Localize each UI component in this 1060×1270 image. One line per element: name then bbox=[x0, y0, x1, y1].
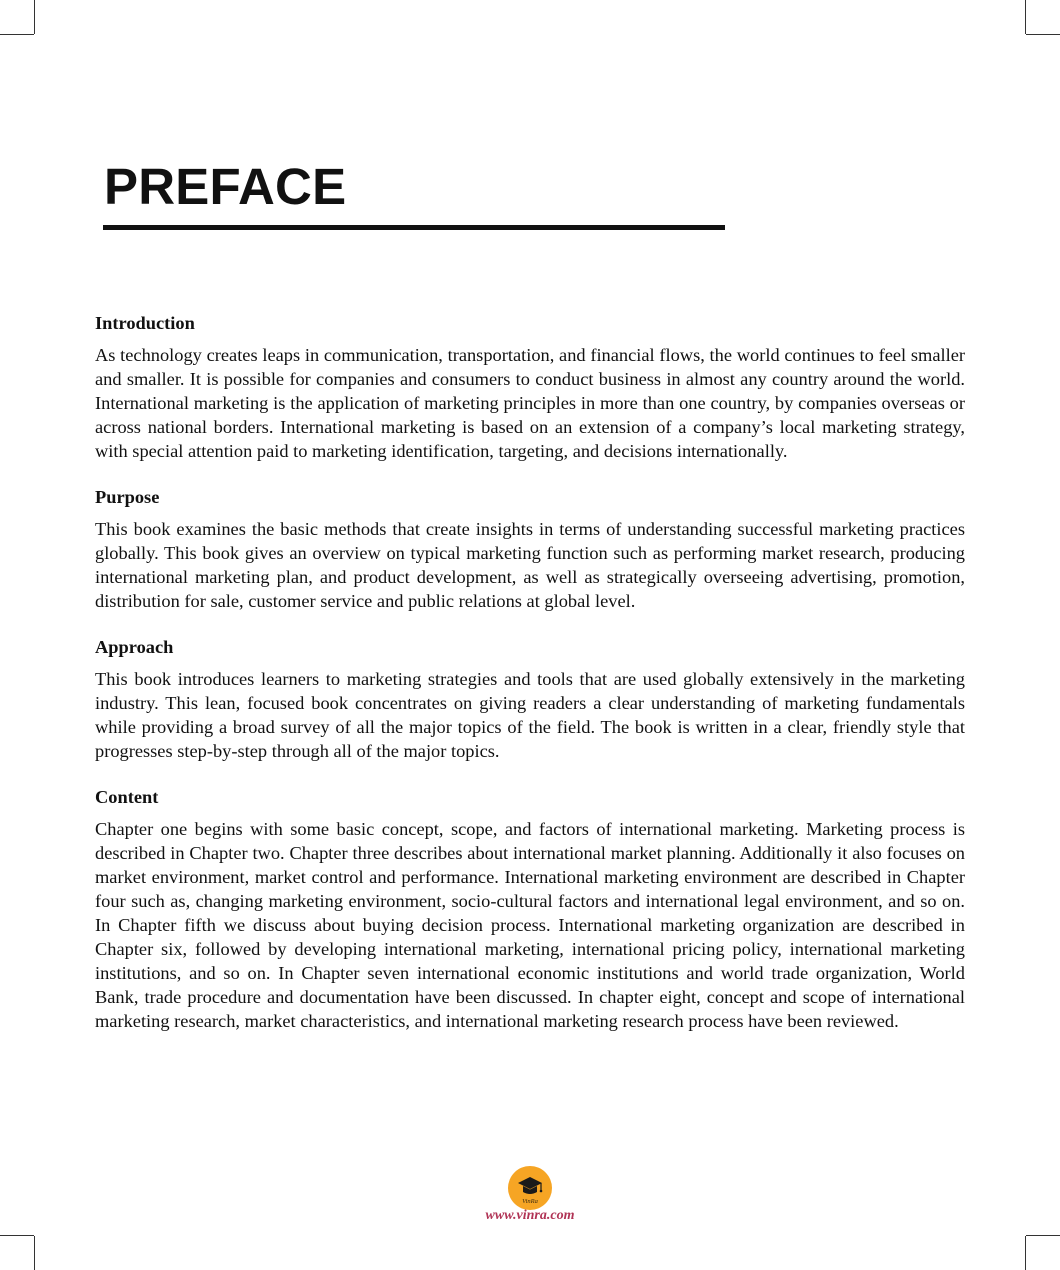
section-heading-purpose: Purpose bbox=[95, 487, 160, 507]
section-body-content: Chapter one begins with some basic concept, scope, and factors of international marketing. Marketing process is described in Chapter two. Chapter three describes about international market planning. Additionally it also focuses on market environment, market control and performance. International marketing environment are described in Chapter four such as, changing marketing environment, socio-cultural factors and international legal environment, and so on. In Chapter fifth we discuss about buying decision process. International marketing organization are described in Chapter six, followed by developing international marketing, international pricing policy, international marketing institutions, and so on. In Chapter seven international economic institutions and world trade organization, World Bank, trade procedure and documentation have been discussed. In chapter eight, concept and scope of international marketing research, market characteristics, and international marketing research process have been reviewed. bbox=[95, 819, 965, 1031]
section-introduction bbox=[95, 311, 965, 463]
crop-mark-top-left-horizontal bbox=[0, 34, 34, 35]
section-purpose bbox=[95, 485, 965, 613]
graduation-cap-icon bbox=[508, 1166, 552, 1210]
title-underline bbox=[103, 225, 725, 230]
section-body-introduction: As technology creates leaps in communication, transportation, and financial flows, the world continues to feel smaller and smaller. It is possible for companies and consumers to conduct business in almost any country around the world. International marketing is the application of marketing principles in more than one country, by companies overseas or across national borders. International marketing is based on an extension of a company’s local marketing strategy, with special attention paid to marketing identification, targeting, and decisions internationally. bbox=[95, 345, 965, 461]
section-heading-introduction: Introduction bbox=[95, 313, 195, 333]
crop-mark-bottom-right-horizontal bbox=[1026, 1235, 1060, 1236]
crop-mark-bottom-right-vertical bbox=[1025, 1236, 1026, 1270]
section-heading-approach: Approach bbox=[95, 637, 174, 657]
crop-mark-top-right-horizontal bbox=[1026, 34, 1060, 35]
crop-mark-top-left-vertical bbox=[34, 0, 35, 34]
crop-mark-bottom-left-vertical bbox=[34, 1236, 35, 1270]
crop-mark-bottom-left-horizontal bbox=[0, 1235, 34, 1236]
publisher-logo bbox=[508, 1166, 552, 1210]
section-body-approach: This book introduces learners to marketing strategies and tools that are used globally extensively in the marketing industry. This lean, focused book concentrates on giving readers a clear understanding of marketing fundamentals while providing a broad survey of all the major topics of the field. The book is written in a clear, friendly style that progresses step-by-step through all of the major topics. bbox=[95, 669, 965, 761]
page-title: PREFACE bbox=[104, 158, 347, 215]
preface-content bbox=[95, 311, 965, 1055]
section-body-purpose: This book examines the basic methods that create insights in terms of understanding successful marketing practices globally. This book gives an overview on typical marketing function such as performing market research, producing international marketing plan, and product development, as well as strategically overseeing advertising, promotion, distribution for sale, customer service and public relations at global level. bbox=[95, 519, 965, 611]
publisher-url: www.vinra.com bbox=[485, 1208, 575, 1223]
crop-mark-top-right-vertical bbox=[1025, 0, 1026, 34]
section-approach bbox=[95, 635, 965, 763]
section-heading-content: Content bbox=[95, 787, 159, 807]
logo-text: VinRa bbox=[522, 1198, 538, 1205]
section-content bbox=[95, 785, 965, 1033]
